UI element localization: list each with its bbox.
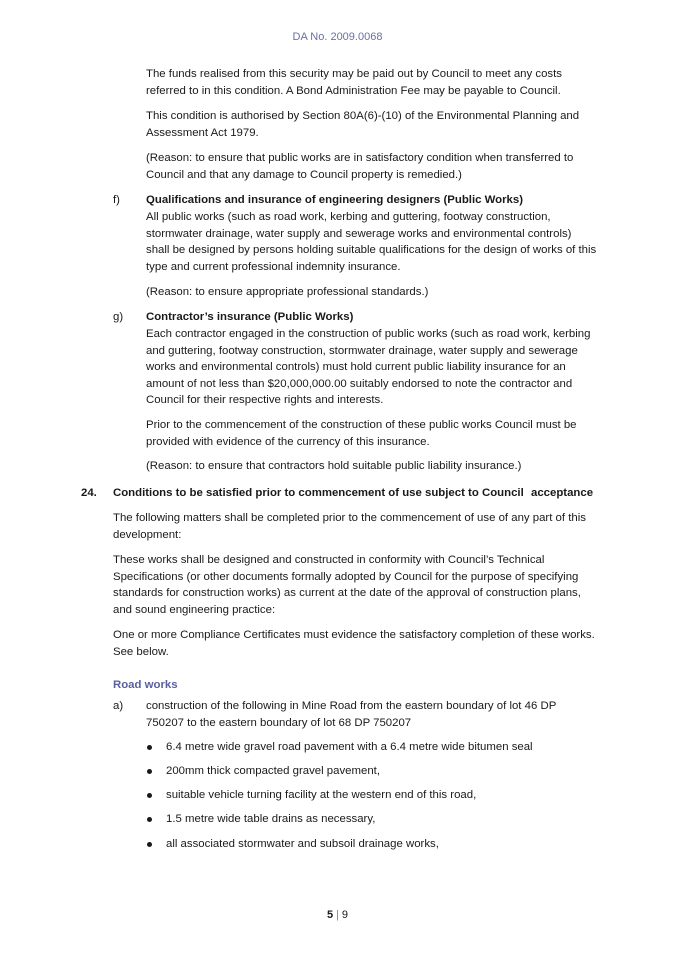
list-item: all associated stormwater and subsoil drainage works,	[166, 838, 439, 850]
bullet-icon	[147, 745, 152, 750]
item-f-marker: f)	[113, 194, 120, 206]
item-g-title: Contractor’s insurance (Public Works)	[146, 311, 354, 323]
list-item: 1.5 metre wide table drains as necessary,	[166, 813, 376, 825]
list-item: 6.4 metre wide gravel road pavement with a 6.4 metre wide bitumen seal	[166, 741, 533, 753]
section-24-number: 24.	[81, 487, 97, 499]
road-works-item-a-marker: a)	[113, 700, 124, 712]
item-f-body: All public works (such as road work, kerbing and guttering, footway construction, stormwater drainage, water supply and sewerage works and environmental controls) shall be designed by persons holding suitable qualifications for the design of works of this type and current professional indemnity insurance.	[146, 211, 597, 273]
page-number: 5	[326, 909, 334, 921]
bullet-icon	[147, 842, 152, 847]
page-total: 9	[341, 909, 349, 921]
item-g-reason: (Reason: to ensure that contractors hold suitable public liability insurance.)	[146, 460, 522, 472]
intro-reason: (Reason: to ensure that public works are in satisfactory condition when transferred to Council and that any damage to Council property is remedied.)	[146, 152, 574, 181]
section-24-title-tail: acceptance	[531, 487, 594, 499]
road-works-item-a-text: construction of the following in Mine Road from the eastern boundary of lot 46 DP 750207 to the eastern boundary of lot 68 DP 750207	[146, 700, 557, 729]
page-footer	[0, 909, 675, 921]
bullet-icon	[147, 817, 152, 822]
intro-paragraph-2: This condition is authorised by Section 80A(6)-(10) of the Environmental Planning and Assessment Act 1979.	[146, 110, 580, 139]
page-separator: |	[336, 909, 339, 921]
item-f-title: Qualifications and insurance of engineering designers (Public Works)	[146, 194, 524, 206]
item-g-marker: g)	[113, 311, 124, 323]
section-24-title: Conditions to be satisfied prior to commencement of use subject to Council	[113, 487, 524, 499]
bullet-icon	[147, 769, 152, 774]
item-g-body-2: Prior to the commencement of the construction of these public works Council must be provided with evidence of the currency of this insurance.	[146, 419, 577, 448]
section-24-paragraph-2: These works shall be designed and constructed in conformity with Council’s Technical Specifications (or other documents formally adopted by Council for the purpose of specifying standards for construction works) as current at the date of the approval of construction plans, and sound engineering practice:	[113, 554, 581, 616]
section-24-paragraph-3: One or more Compliance Certificates must evidence the satisfactory completion of these works. See below.	[113, 629, 595, 658]
item-f-reason: (Reason: to ensure appropriate professional standards.)	[146, 286, 429, 298]
section-24-paragraph-1: The following matters shall be completed prior to the commencement of use of any part of this development:	[113, 512, 586, 541]
list-item: 200mm thick compacted gravel pavement,	[166, 765, 380, 777]
bullet-icon	[147, 793, 152, 798]
intro-paragraph-1: The funds realised from this security may be paid out by Council to meet any costs referred to in this condition. A Bond Administration Fee may be payable to Council.	[146, 68, 562, 97]
item-g-body: Each contractor engaged in the construction of public works (such as road work, kerbing and guttering, footway construction, stormwater drainage, water supply and sewerage works and environmental controls) must hold current public liability insurance for an amount of not less than $20,000,000.00 suitably endorsed to note the contractor and Council for their respective rights and interests.	[146, 328, 591, 407]
list-item: suitable vehicle turning facility at the western end of this road,	[166, 789, 477, 801]
road-works-heading: Road works	[113, 679, 178, 691]
da-number-header: DA No. 2009.0068	[292, 31, 383, 43]
